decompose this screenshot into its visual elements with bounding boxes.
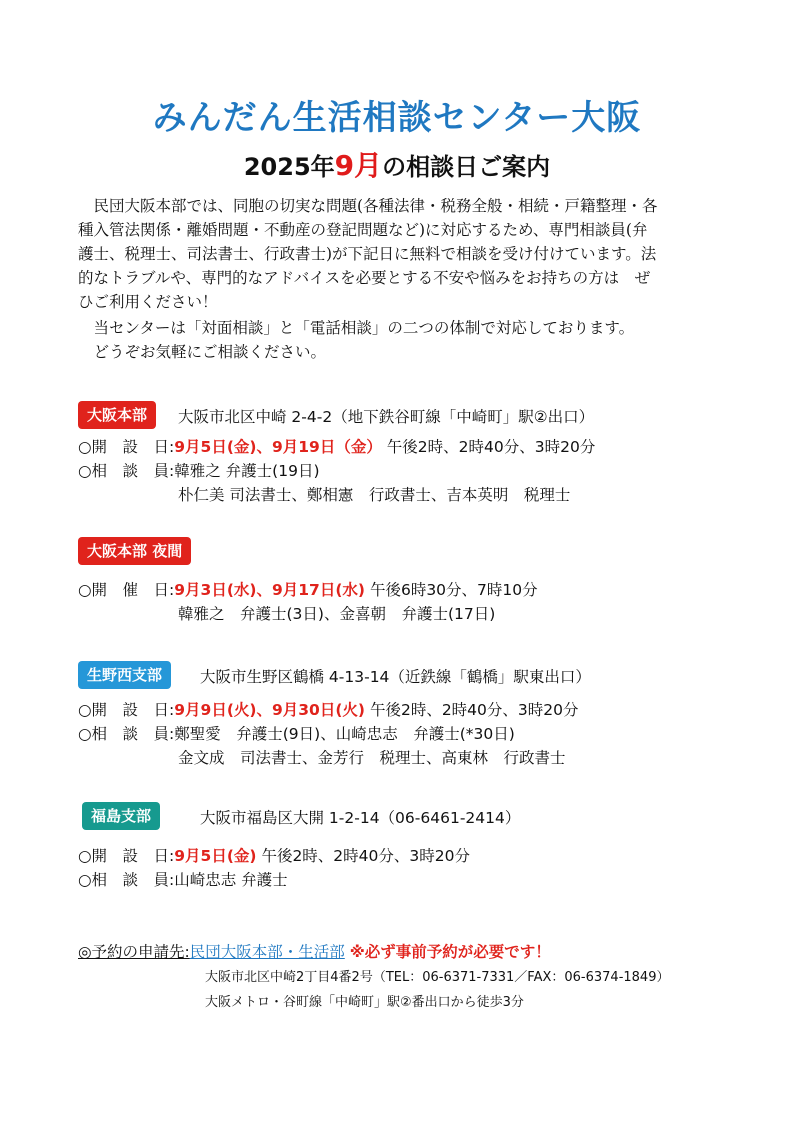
fukushima-staff-1: 山崎忠志 弁護士 <box>174 871 288 889</box>
intro-line: 当センターは「対面相談」と「電話相談」の二つの体制で対応しております。 <box>78 319 635 337</box>
fukushima-dates-row <box>78 844 470 866</box>
date-prefix: ○開 催 日: <box>78 581 175 599</box>
fukushima-staff-row <box>78 868 288 890</box>
yakan-staff-1: 韓雅之 弁護士(3日)、金喜朝 弁護士(17日) <box>178 605 496 623</box>
reservation-notice: ※必ず事前予約が必要です！ <box>349 943 551 961</box>
section-label-yakan: 大阪本部 夜間 <box>78 537 191 565</box>
staff-prefix: ○相 談 員: <box>78 871 175 889</box>
intro-line: どうぞお気軽にご相談ください。 <box>78 343 327 361</box>
yakan-dates: 9月3日(水)、9月17日(水) <box>174 581 366 599</box>
fukushima-dates: 9月5日(金) <box>174 847 257 865</box>
fukushima-address: 大阪市福島区大開 1-2-14（06-6461-2414） <box>200 809 521 827</box>
ikuno-staff-2: 金文成 司法書士、金芳行 税理士、高東林 行政書士 <box>178 749 566 767</box>
reservation-address: 大阪市北区中崎2丁目4番2号（TEL：06-6371-7331／FAX：06-6374-1849） <box>205 970 670 985</box>
honbu-staff-2: 朴仁美 司法書士、鄭相憲 行政書士、吉本英明 税理士 <box>178 486 571 504</box>
reservation-access: 大阪メトロ・谷町線「中崎町」駅②番出口から徒歩3分 <box>205 995 524 1010</box>
fukushima-times: 午後2時、2時40分、3時20分 <box>261 847 470 865</box>
section-label-ikuno: 生野西支部 <box>78 661 171 689</box>
ikuno-times: 午後2時、2時40分、3時20分 <box>369 701 579 719</box>
staff-prefix: ○相 談 員: <box>78 462 175 480</box>
honbu-times: 午後2時、2時40分、3時20分 <box>386 438 596 456</box>
intro-line: 護士、税理士、司法書士、行政書士)が下記日に無料で相談を受け付けています。法 <box>78 245 657 263</box>
section-label-fukushima: 福島支部 <box>82 802 160 830</box>
reservation-prefix: ◎予約の申請先 <box>78 943 185 961</box>
intro-line: 的なトラブルや、専門的なアドバイスを必要とする不安や悩みをお持ちの方は ぜ <box>78 269 651 287</box>
section-label-honbu: 大阪本部 <box>78 401 156 429</box>
intro-line: 民団大阪本部では、同胞の切実な問題(各種法律・税務全般・相続・戸籍整理・各 <box>78 197 658 215</box>
reservation-office-link[interactable]: 民団大阪本部・生活部 <box>189 943 345 961</box>
honbu-address: 大阪市北区中崎 2-4-2（地下鉄谷町線「中崎町」駅②出口） <box>178 408 595 426</box>
intro-line: ひご利用ください！ <box>78 293 218 311</box>
yakan-times: 午後6時30分、7時10分 <box>369 581 538 599</box>
subtitle-year: 2025年 <box>243 153 335 181</box>
page-subtitle <box>0 144 794 184</box>
ikuno-staff-row <box>78 722 515 744</box>
reservation-colon: : <box>184 943 190 961</box>
ikuno-address: 大阪市生野区鶴橋 4-13-14（近鉄線「鶴橋」駅東出口） <box>200 668 591 686</box>
date-prefix: ○開 設 日: <box>78 701 175 719</box>
staff-prefix: ○相 談 員: <box>78 725 175 743</box>
subtitle-rest: の相談日ご案内 <box>382 153 551 181</box>
ikuno-staff-1: 鄭聖愛 弁護士(9日)、山崎忠志 弁護士(*30日) <box>174 725 515 743</box>
page-title: みんだん生活相談センター大阪 <box>152 98 642 138</box>
honbu-staff-row <box>78 459 320 481</box>
date-prefix: ○開 設 日: <box>78 847 175 865</box>
ikuno-dates: 9月9日(火)、9月30日(火) <box>174 701 366 719</box>
yakan-dates-row <box>78 578 538 600</box>
honbu-dates-row <box>78 435 595 457</box>
reservation-line <box>78 940 551 962</box>
honbu-staff-1: 韓雅之 弁護士(19日) <box>174 462 320 480</box>
date-prefix: ○開 設 日: <box>78 438 175 456</box>
intro-line: 種入管法関係・離婚問題・不動産の登記問題など)に対応するため、専門相談員(弁 <box>78 221 648 239</box>
ikuno-dates-row <box>78 698 579 720</box>
subtitle-month: 9月 <box>334 149 383 182</box>
honbu-dates: 9月5日(金)、9月19日（金） <box>174 438 382 456</box>
